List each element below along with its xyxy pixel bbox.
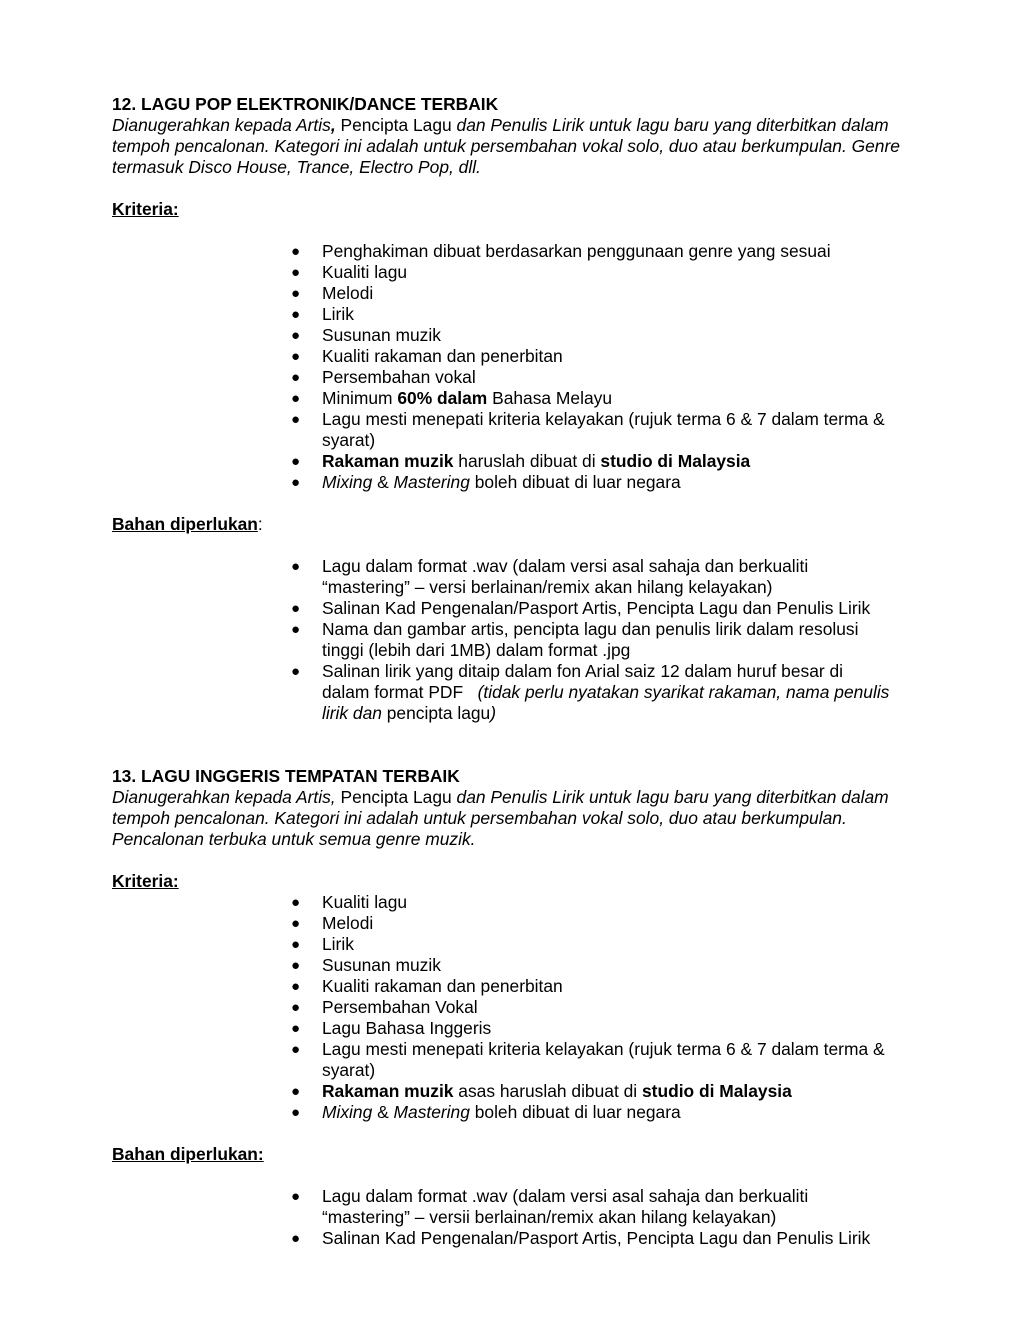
section-13-title: 13. LAGU INGGERIS TEMPATAN TERBAIK (112, 766, 460, 786)
section-12-bahan-heading: Bahan diperlukan: (112, 514, 263, 534)
list-item: ● Kualiti rakaman dan penerbitan (291, 346, 563, 366)
list-item: ● Melodi (291, 283, 374, 303)
list-item: ● Lagu Bahasa Inggeris (291, 1018, 492, 1038)
list-item: ● Lagu mesti menepati kriteria kelayakan (rujuk terma 6 & 7 dalam terma & syarat) (291, 1039, 885, 1080)
list-item: ● Rakaman muzik asas haruslah dibuat di studio di Malaysia (291, 1081, 792, 1101)
section-12-kriteria-heading: Kriteria: (112, 199, 179, 219)
bullet-icon: ● (291, 1230, 301, 1247)
bullet-icon: ● (291, 411, 301, 428)
list-item: ● Lagu dalam format .wav (dalam versi asal sahaja dan berkualiti “mastering” – versii berlainan/remix akan hilang kelayakan) (291, 1186, 809, 1227)
bullet-icon: ● (291, 1188, 301, 1205)
bullet-icon: ● (291, 306, 301, 323)
list-item: ● Kualiti lagu (291, 892, 408, 912)
list-item: ● Persembahan Vokal (291, 997, 478, 1017)
list-item: ● Susunan muzik (291, 325, 441, 345)
list-item: ● Kualiti lagu (291, 262, 408, 282)
list-item: ● Salinan lirik yang ditaip dalam fon Arial saiz 12 dalam huruf besar di dalam format PDF (tidak perlu nyatakan syarikat rakaman, nama penulis lirik dan pencipta lagu) (291, 661, 890, 723)
list-item: ● Lagu mesti menepati kriteria kelayakan (rujuk terma 6 & 7 dalam terma & syarat) (291, 409, 885, 450)
bullet-icon: ● (291, 999, 301, 1016)
section-13-description: Dianugerahkan kepada Artis, Pencipta Lagu dan Penulis Lirik untuk lagu baru yang diterbitkan dalam tempoh pencalonan. Kategori ini adalah untuk persembahan vokal solo, duo atau berkumpulan. Pencalonan terbuka untuk semua genre muzik. (112, 787, 889, 849)
bullet-icon: ● (291, 327, 301, 344)
bullet-icon: ● (291, 453, 301, 470)
bullet-icon: ● (291, 348, 301, 365)
list-item: ● Nama dan gambar artis, pencipta lagu dan penulis lirik dalam resolusi tinggi (lebih dari 1MB) dalam format .jpg (291, 619, 859, 660)
list-item: ● Penghakiman dibuat berdasarkan penggunaan genre yang sesuai (291, 241, 831, 261)
list-item: ● Persembahan vokal (291, 367, 476, 387)
bullet-icon: ● (291, 663, 301, 680)
list-item: ● Mixing & Mastering boleh dibuat di luar negara (291, 472, 681, 492)
bullet-icon: ● (291, 369, 301, 386)
bullet-icon: ● (291, 243, 301, 260)
bullet-icon: ● (291, 390, 301, 407)
bullet-icon: ● (291, 1104, 301, 1121)
section-12-kriteria-list (290, 241, 894, 493)
list-item: ● Salinan Kad Pengenalan/Pasport Artis, Pencipta Lagu dan Penulis Lirik (291, 598, 871, 618)
bullet-icon: ● (291, 474, 301, 491)
document-page (112, 94, 932, 1249)
list-item: ● Mixing & Mastering boleh dibuat di luar negara (291, 1102, 681, 1122)
bullet-icon: ● (291, 264, 301, 281)
bullet-icon: ● (291, 558, 301, 575)
list-item: ● Melodi (291, 913, 374, 933)
list-item: ● Rakaman muzik haruslah dibuat di studio di Malaysia (291, 451, 751, 471)
bullet-icon: ● (291, 600, 301, 617)
list-item: ● Lagu dalam format .wav (dalam versi asal sahaja dan berkualiti “mastering” – versi berlainan/remix akan hilang kelayakan) (291, 556, 809, 597)
bullet-icon: ● (291, 621, 301, 638)
list-item: ● Lirik (291, 934, 354, 954)
list-item: ● Minimum 60% dalam Bahasa Melayu (291, 388, 612, 408)
bullet-icon: ● (291, 936, 301, 953)
section-13-bahan-heading: Bahan diperlukan: (112, 1144, 264, 1164)
list-item: ● Lirik (291, 304, 354, 324)
section-12-description: Dianugerahkan kepada Artis, Pencipta Lagu dan Penulis Lirik untuk lagu baru yang diterbitkan dalam tempoh pencalonan. Kategori ini adalah untuk persembahan vokal solo, duo atau berkumpulan. Genre termasuk Disco House, Trance, Electro Pop, dll. (112, 115, 900, 177)
bullet-icon: ● (291, 915, 301, 932)
section-12-bahan-list (290, 556, 894, 724)
bullet-icon: ● (291, 957, 301, 974)
section-13-bahan-list (290, 1186, 894, 1249)
section-13-kriteria-list (290, 892, 894, 1123)
bullet-icon: ● (291, 1041, 301, 1058)
list-item: ● Kualiti rakaman dan penerbitan (291, 976, 563, 996)
bullet-icon: ● (291, 978, 301, 995)
section-13-kriteria-heading: Kriteria: (112, 871, 179, 891)
bullet-icon: ● (291, 1020, 301, 1037)
section-12-title: 12. LAGU POP ELEKTRONIK/DANCE TERBAIK (112, 94, 499, 114)
list-item: ● Salinan Kad Pengenalan/Pasport Artis, Pencipta Lagu dan Penulis Lirik (291, 1228, 871, 1248)
bullet-icon: ● (291, 285, 301, 302)
bullet-icon: ● (291, 1083, 301, 1100)
bullet-icon: ● (291, 894, 301, 911)
list-item: ● Susunan muzik (291, 955, 441, 975)
